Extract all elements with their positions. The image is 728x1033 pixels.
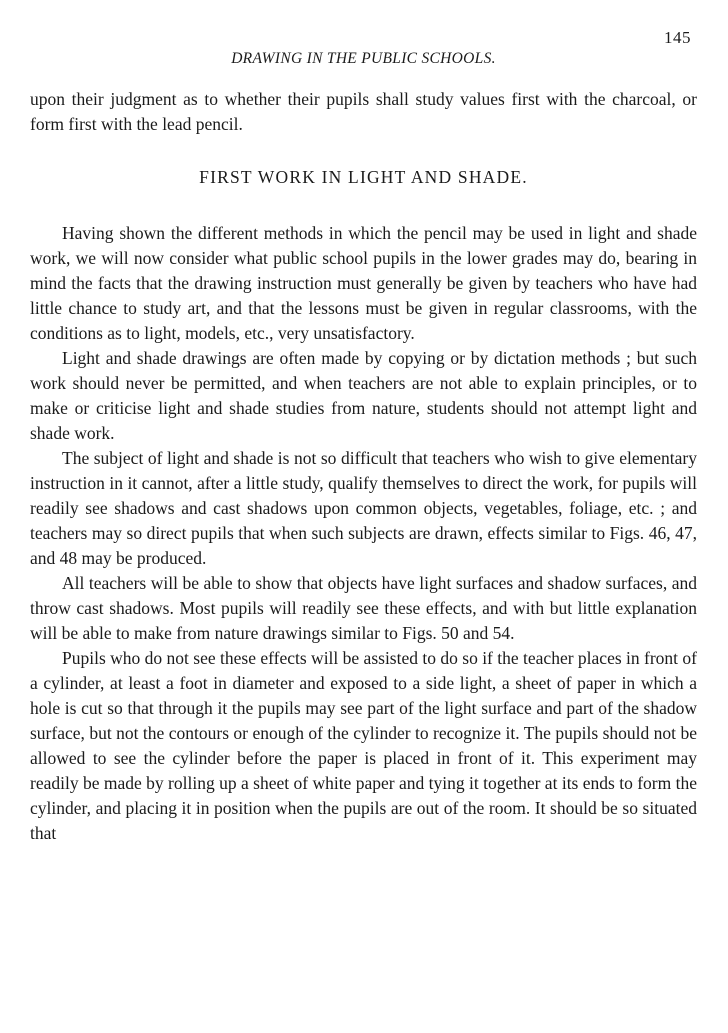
body-paragraph: Pupils who do not see these effects will be assisted to do so if the teacher places in front of a cylinder, at least a foot in diameter and exposed to a side light, a sheet of paper in which a hole is cut so that through it the pupils may see part of the light surface and part of the shadow surface, but not the contours or enough of the cylinder to recognize it. The pupils should not be allowed to see the cylinder before the paper is placed in front of it. This experiment may readily be made by rolling up a sheet of white paper and tying it together at its ends to form the cylinder, and placing it in position when the pupils are out of the room. It should be so situated that: [30, 648, 697, 843]
body-paragraph: The subject of light and shade is not so difficult that teachers who wish to give elementary instruction in it cannot, after a little study, qualify themselves to direct the work, for pupils will readily see shadows and cast shadows upon common objects, vegetables, foliage, etc. ; and teachers may so direct pupils that when such subjects are drawn, effects similar to Figs. 46, 47, and 48 may be produced.: [30, 448, 697, 568]
body-text: [30, 87, 697, 846]
page-number: 145: [664, 28, 691, 47]
body-paragraph-continuation: upon their judgment as to whether their pupils shall study values first with the charcoal, or form first with the lead pencil.: [30, 89, 697, 134]
section-heading: FIRST WORK IN LIGHT AND SHADE.: [199, 167, 528, 187]
running-head: DRAWING IN THE PUBLIC SCHOOLS.: [231, 50, 496, 67]
body-paragraph: Light and shade drawings are often made by copying or by dictation methods ; but such work should never be permitted, and when teachers are not able to explain principles, or to make or criticise light and shade studies from nature, students should not attempt light and shade work.: [30, 348, 697, 443]
body-paragraph: Having shown the different methods in which the pencil may be used in light and shade work, we will now consider what public school pupils in the lower grades may do, bearing in mind the facts that the drawing instruction must generally be given by teachers who have had little chance to study art, and that the lessons must be given in regular classrooms, with the conditions as to light, models, etc., very unsatisfactory.: [30, 223, 697, 343]
body-paragraph: All teachers will be able to show that objects have light surfaces and shadow surfaces, and throw cast shadows. Most pupils will readily see these effects, and with but little explanation will be able to make from nature drawings similar to Figs. 50 and 54.: [30, 573, 697, 643]
